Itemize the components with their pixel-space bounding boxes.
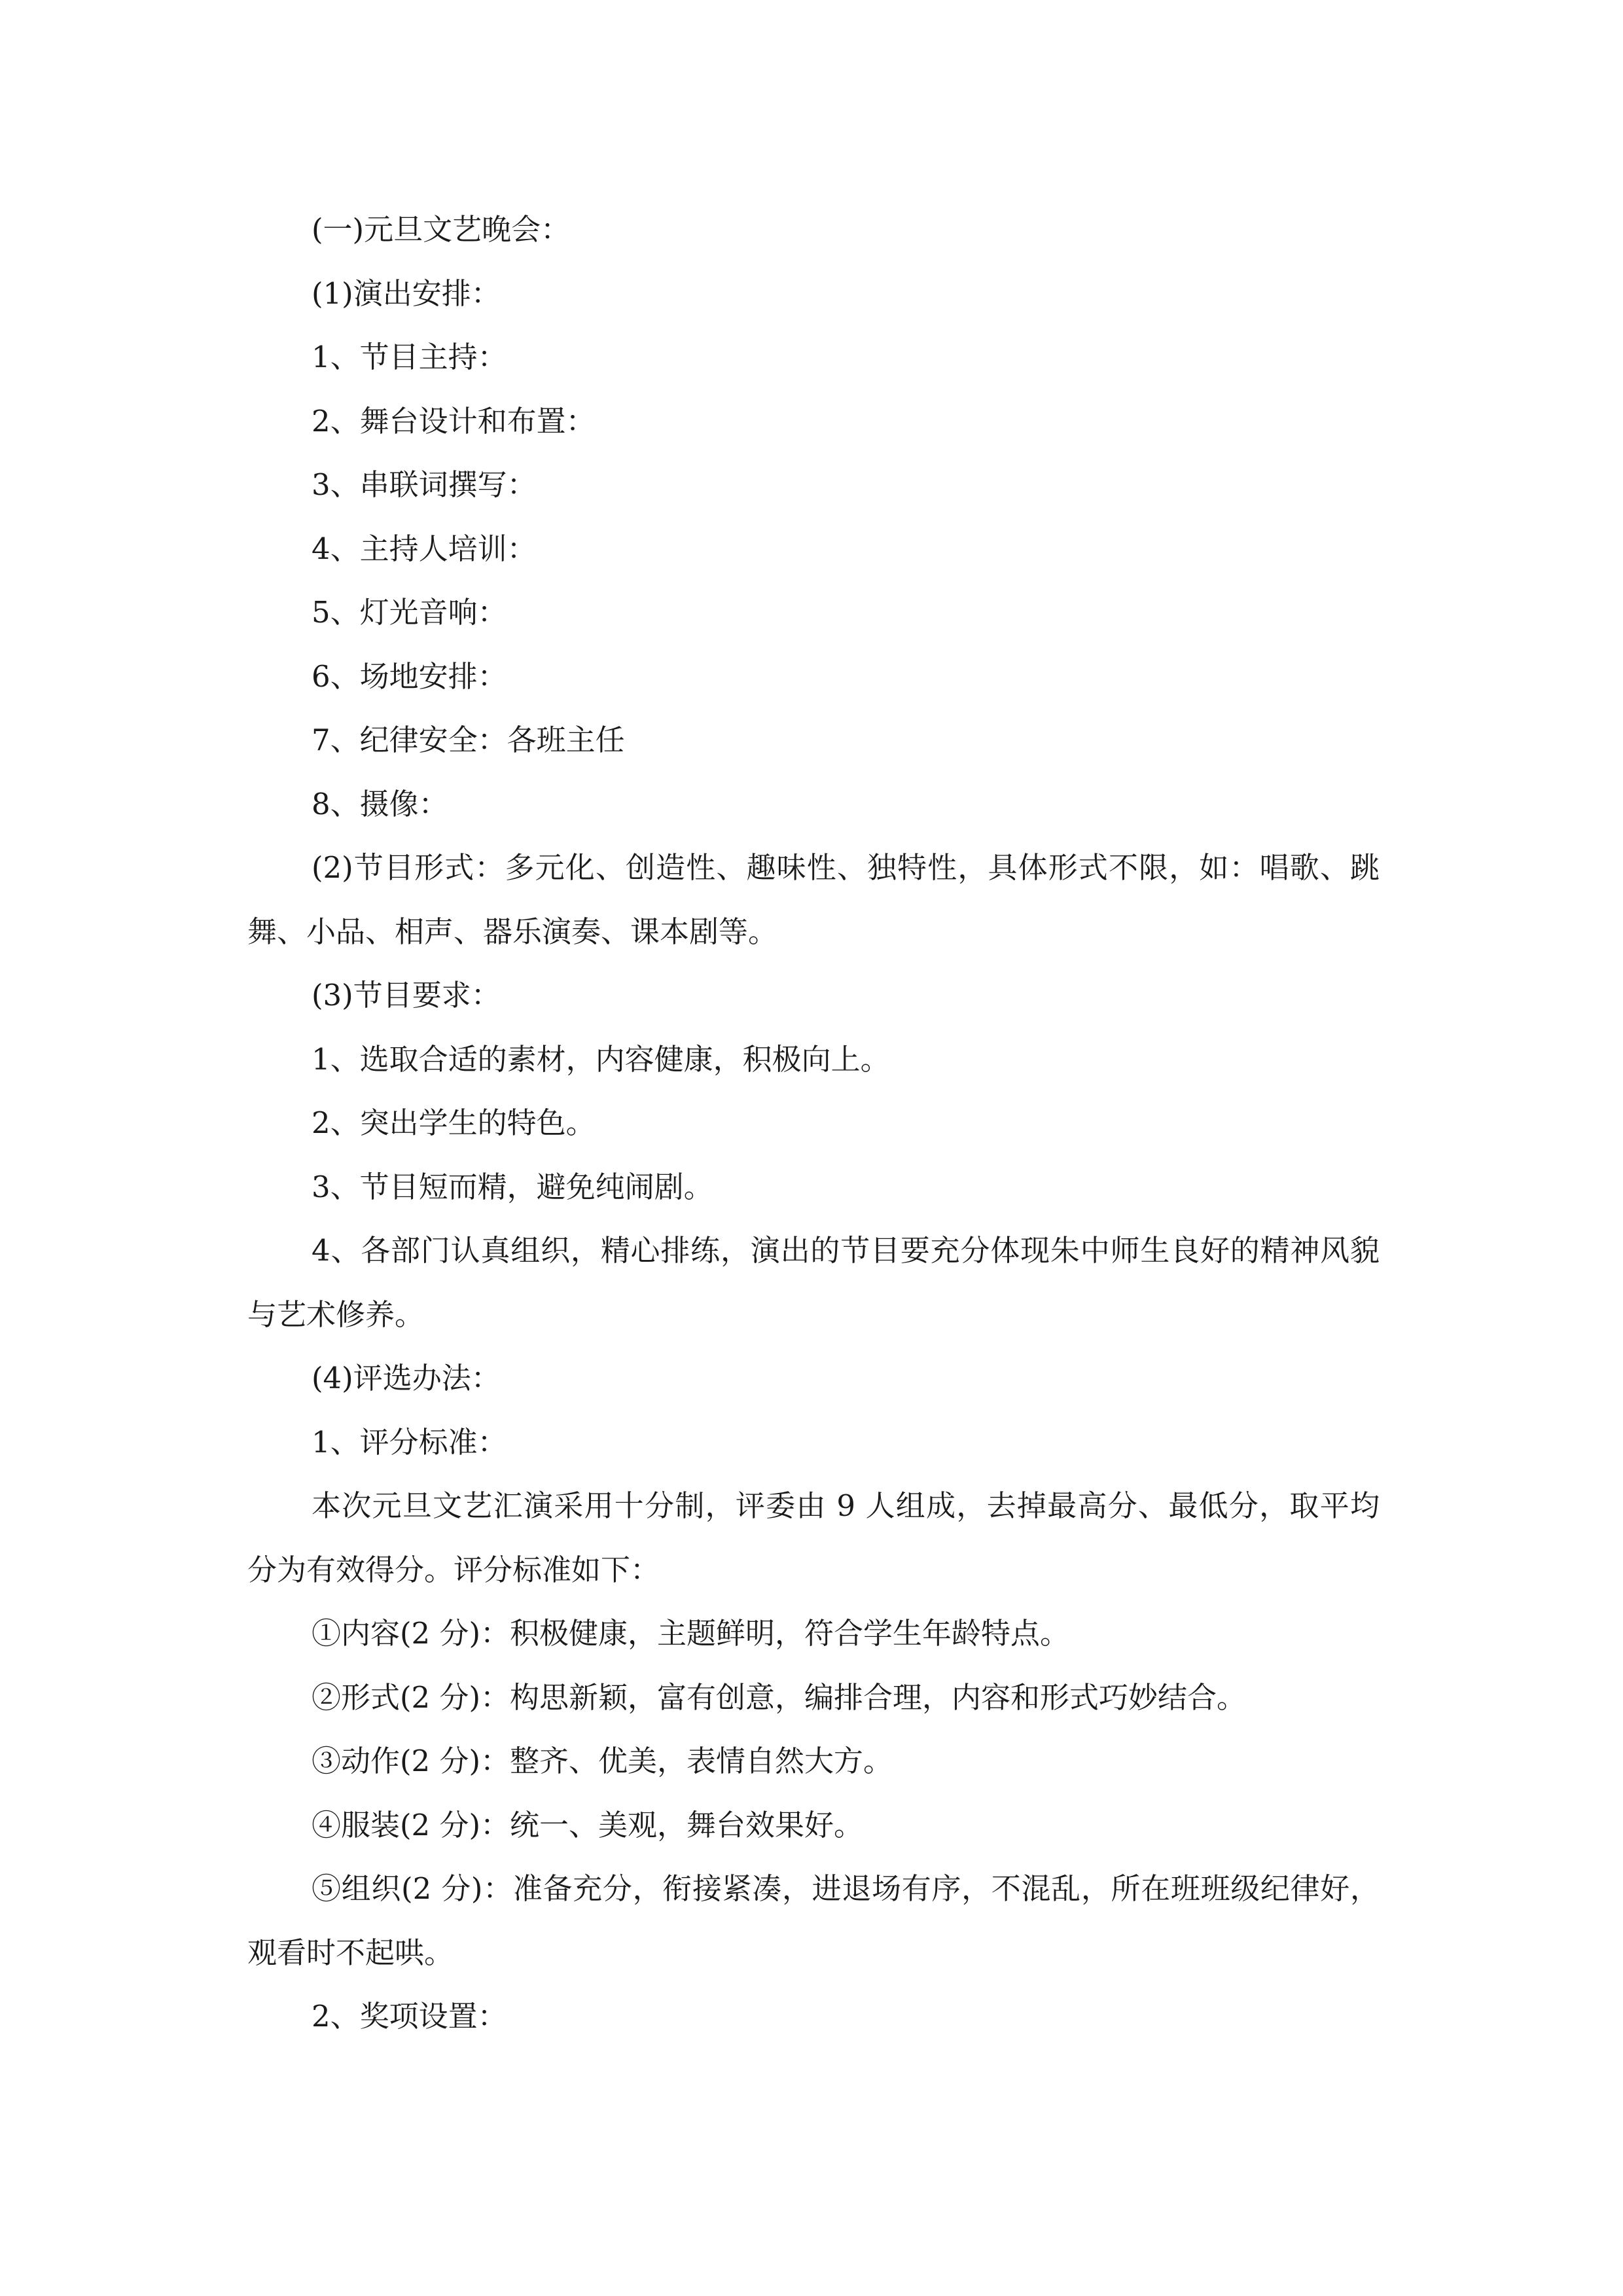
list-item: 2、突出学生的特色。 [312, 1105, 596, 1140]
body-paragraph: (2)节目形式：多元化、创造性、趣味性、独特性，具体形式不限，如：唱歌、跳舞、小品、相声、器乐演奏、课本剧等。 [247, 850, 1380, 949]
list-item: 2、奖项设置： [312, 1999, 507, 2034]
criteria-item: ②形式(2 分)：构思新颖，富有创意，编排合理，内容和形式巧妙结合。 [312, 1679, 1247, 1715]
section-heading: (一)元旦文艺晚会： [312, 212, 571, 247]
list-item: 6、场地安排： [312, 658, 507, 694]
subsection-heading: (4)评选办法： [312, 1361, 501, 1395]
subsection-heading: (3)节目要求： [312, 978, 501, 1013]
list-item: 1、评分标准： [312, 1424, 507, 1460]
list-item: 4、各部门认真组织，精心排练，演出的节目要充分体现朱中师生良好的精神风貌与艺术修养。 [247, 1233, 1380, 1332]
criteria-item: ①内容(2 分)：积极健康，主题鲜明，符合学生年龄特点。 [312, 1616, 1070, 1651]
subsection-heading: (1)演出安排： [312, 276, 501, 311]
list-item: 1、选取合适的素材，内容健康，积极向上。 [312, 1041, 890, 1077]
document-body [247, 198, 1380, 2049]
list-item: 1、节目主持： [312, 340, 507, 374]
list-item: 8、摄像： [312, 786, 448, 821]
criteria-item: ③动作(2 分)：整齐、优美，表情自然大方。 [312, 1744, 893, 1778]
list-item: 7、纪律安全：各班主任 [312, 723, 625, 757]
criteria-item: ⑤组织(2 分)：准备充分，衔接紧凑，进退场有序，不混乱，所在班班级纪律好，观看时不起哄。 [247, 1871, 1380, 1970]
list-item: 4、主持人培训： [312, 531, 537, 566]
list-item: 5、灯光音响： [312, 595, 507, 630]
body-paragraph: 本次元旦文艺汇演采用十分制，评委由 9 人组成，去掉最高分、最低分，取平均分为有效得分。评分标准如下： [247, 1488, 1380, 1587]
list-item: 3、节目短而精，避免纯闹剧。 [312, 1169, 713, 1204]
list-item: 2、舞台设计和布置： [312, 403, 596, 439]
list-item: 3、串联词撰写： [312, 467, 537, 502]
criteria-item: ④服装(2 分)：统一、美观，舞台效果好。 [312, 1807, 864, 1842]
